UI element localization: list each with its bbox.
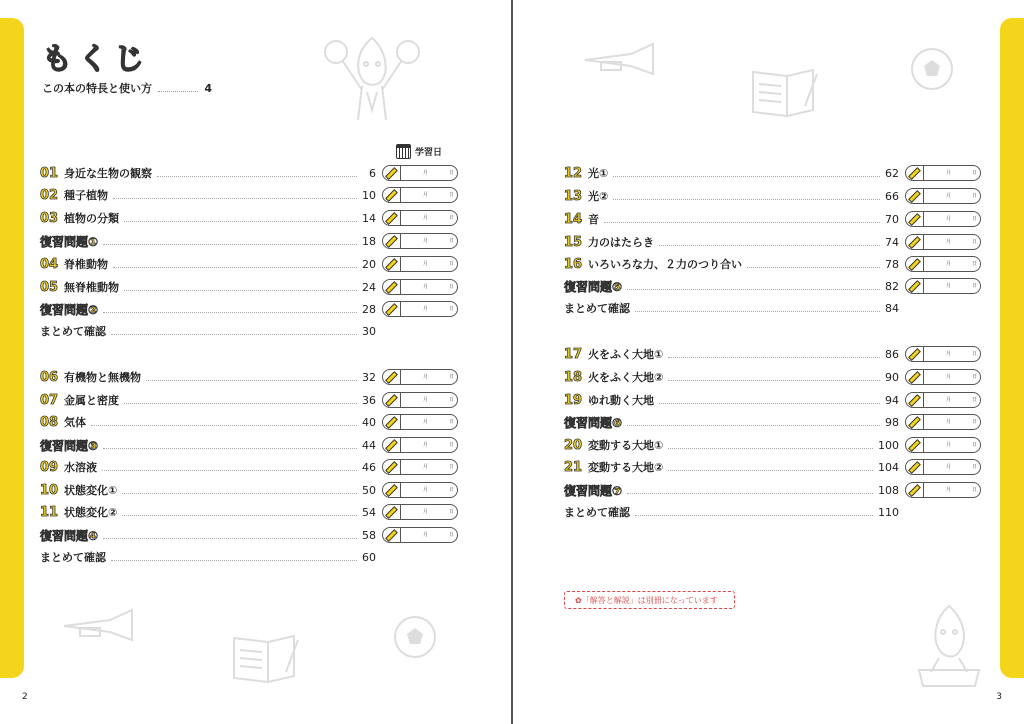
notebook-doodle xyxy=(228,628,308,688)
toc-entry[interactable] xyxy=(564,368,899,386)
study-date-field[interactable] xyxy=(382,459,458,475)
month-label: 月 xyxy=(423,170,429,176)
toc-entry[interactable] xyxy=(564,345,899,363)
leader-dots xyxy=(111,328,357,335)
month-label: 月 xyxy=(423,284,429,290)
month-label: 月 xyxy=(423,532,429,538)
leader-dots xyxy=(113,261,357,268)
toc-entry[interactable] xyxy=(40,526,376,544)
page-ref: 110 xyxy=(878,505,899,519)
leader-dots xyxy=(747,261,880,268)
day-label: 日 xyxy=(972,193,978,199)
page-ref: 18 xyxy=(362,234,376,248)
study-date-field[interactable] xyxy=(382,301,458,317)
leader-dots xyxy=(113,192,357,199)
day-label: 日 xyxy=(449,442,455,448)
lesson-number: 03 xyxy=(40,210,59,226)
study-date-field[interactable] xyxy=(905,414,981,430)
pencil-icon xyxy=(906,370,924,384)
month-label: 月 xyxy=(423,487,429,493)
page-ref: 90 xyxy=(885,370,899,384)
day-label: 日 xyxy=(449,374,455,380)
day-label: 日 xyxy=(449,284,455,290)
page-ref: 14 xyxy=(362,211,376,225)
month-label: 月 xyxy=(946,374,952,380)
month-label: 月 xyxy=(423,215,429,221)
lesson-number: 13 xyxy=(564,188,583,204)
pencil-icon xyxy=(383,528,401,542)
leader-dots xyxy=(111,554,357,561)
lesson-number: 09 xyxy=(40,459,59,475)
soccer-ball-doodle xyxy=(909,46,955,92)
lesson-title: 無脊椎動物 xyxy=(64,281,119,294)
pencil-icon xyxy=(906,347,924,361)
toc-entry[interactable] xyxy=(40,232,376,250)
day-label: 日 xyxy=(972,170,978,176)
lesson-number: 02 xyxy=(40,187,59,203)
study-date-label: 学習日 xyxy=(415,148,443,158)
leader-dots xyxy=(103,532,357,539)
pencil-icon xyxy=(906,483,924,497)
right-page xyxy=(513,0,1024,724)
pencil-icon xyxy=(383,505,401,519)
page-ref: 40 xyxy=(362,415,376,429)
toc-entry[interactable] xyxy=(40,300,376,318)
lesson-title: 気体 xyxy=(64,416,86,429)
page-ref: 46 xyxy=(362,460,376,474)
lesson-title: いろいろな力、２力のつり合い xyxy=(588,258,742,271)
study-date-field[interactable] xyxy=(905,346,981,362)
month-label: 月 xyxy=(423,419,429,425)
review-label: 復習問題⑦ xyxy=(564,483,623,498)
toc-entry[interactable] xyxy=(40,368,376,386)
day-label: 日 xyxy=(449,397,455,403)
study-date-field[interactable] xyxy=(382,482,458,498)
page-ref: 62 xyxy=(885,166,899,180)
leader-dots xyxy=(122,487,357,494)
study-date-field[interactable] xyxy=(905,165,981,181)
lesson-number: 15 xyxy=(564,234,583,250)
month-label: 月 xyxy=(423,238,429,244)
lesson-title: 有機物と無機物 xyxy=(64,371,141,384)
lesson-number: 08 xyxy=(40,414,59,430)
pencil-icon xyxy=(906,166,924,180)
day-label: 日 xyxy=(449,238,455,244)
pencil-icon xyxy=(383,460,401,474)
toc-entry[interactable] xyxy=(40,503,376,521)
study-date-field[interactable] xyxy=(382,527,458,543)
toc-entry[interactable] xyxy=(564,458,899,476)
trumpet-doodle xyxy=(60,606,140,646)
lesson-number: 16 xyxy=(564,256,583,272)
pencil-icon xyxy=(906,189,924,203)
day-label: 日 xyxy=(972,216,978,222)
lesson-number: 04 xyxy=(40,256,59,272)
lesson-title: 状態変化① xyxy=(64,484,118,497)
study-date-field[interactable] xyxy=(905,188,981,204)
lesson-title: 力のはたらき xyxy=(588,236,654,249)
pencil-icon xyxy=(383,370,401,384)
study-date-field[interactable] xyxy=(905,392,981,408)
day-label: 日 xyxy=(972,261,978,267)
leader-dots xyxy=(103,238,357,245)
lesson-number: 17 xyxy=(564,346,583,362)
page-number-left: 2 xyxy=(22,692,28,702)
pencil-icon xyxy=(906,438,924,452)
leader-dots xyxy=(627,283,880,290)
day-label: 日 xyxy=(449,464,455,470)
left-page xyxy=(0,0,511,724)
pencil-icon xyxy=(383,393,401,407)
leader-dots xyxy=(124,284,357,291)
pencil-icon xyxy=(383,188,401,202)
leader-dots xyxy=(668,442,873,449)
lesson-number: 14 xyxy=(564,211,583,227)
toc-entry[interactable] xyxy=(40,481,376,499)
toc-entry[interactable] xyxy=(564,503,899,521)
soccer-ball-doodle xyxy=(392,614,438,660)
day-label: 日 xyxy=(449,192,455,198)
month-label: 月 xyxy=(946,397,952,403)
lesson-title: まとめて確認 xyxy=(564,302,630,315)
pencil-icon xyxy=(383,415,401,429)
study-date-header xyxy=(396,144,442,159)
leader-dots xyxy=(124,397,357,404)
lesson-title: 水溶液 xyxy=(64,461,97,474)
toc-entry[interactable] xyxy=(40,413,376,431)
toc-entry[interactable] xyxy=(564,299,899,317)
pencil-icon xyxy=(906,212,924,226)
pencil-icon xyxy=(906,415,924,429)
day-label: 日 xyxy=(972,239,978,245)
leader-dots xyxy=(103,442,357,449)
toc-entry[interactable] xyxy=(40,322,376,340)
study-date-field[interactable] xyxy=(382,392,458,408)
lesson-number: 21 xyxy=(564,459,583,475)
page-title: もくじ xyxy=(42,42,150,77)
day-label: 日 xyxy=(972,442,978,448)
day-label: 日 xyxy=(972,419,978,425)
lesson-title: まとめて確認 xyxy=(40,325,106,338)
study-date-field[interactable] xyxy=(905,211,981,227)
page-ref: 82 xyxy=(885,279,899,293)
day-label: 日 xyxy=(449,532,455,538)
leader-dots xyxy=(102,464,357,471)
day-label: 日 xyxy=(449,487,455,493)
study-date-field[interactable] xyxy=(905,278,981,294)
day-label: 日 xyxy=(449,419,455,425)
pencil-icon xyxy=(906,235,924,249)
month-label: 月 xyxy=(946,261,952,267)
month-label: 月 xyxy=(946,170,952,176)
leader-dots xyxy=(158,85,198,92)
leader-dots xyxy=(613,193,880,200)
toc-entry[interactable] xyxy=(564,391,899,409)
calendar-icon xyxy=(396,144,411,159)
leader-dots xyxy=(604,216,880,223)
page-ref: 100 xyxy=(878,438,899,452)
month-label: 月 xyxy=(423,397,429,403)
review-label: 復習問題② xyxy=(40,302,99,317)
lesson-title: 金属と密度 xyxy=(64,394,119,407)
character-doodle xyxy=(909,600,989,690)
leader-dots xyxy=(103,306,357,313)
month-label: 月 xyxy=(423,509,429,515)
leader-dots xyxy=(635,305,880,312)
month-label: 月 xyxy=(423,464,429,470)
lesson-title: 光① xyxy=(588,167,609,180)
study-date-field[interactable] xyxy=(382,279,458,295)
leader-dots xyxy=(668,464,873,471)
leader-dots xyxy=(635,509,873,516)
toc-entry[interactable] xyxy=(40,458,376,476)
study-date-field[interactable] xyxy=(382,165,458,181)
study-date-field[interactable] xyxy=(382,504,458,520)
study-date-field[interactable] xyxy=(905,482,981,498)
page-ref: 20 xyxy=(362,257,376,271)
lesson-number: 18 xyxy=(564,369,583,385)
study-date-field[interactable] xyxy=(382,210,458,226)
pencil-icon xyxy=(383,166,401,180)
lesson-title: 変動する大地② xyxy=(588,461,664,474)
leader-dots xyxy=(668,351,880,358)
lesson-number: 19 xyxy=(564,392,583,408)
toc-entry[interactable] xyxy=(564,187,899,205)
study-date-field[interactable] xyxy=(905,369,981,385)
review-label: 復習問題③ xyxy=(40,438,99,453)
toc-entry[interactable] xyxy=(564,255,899,273)
study-date-field[interactable] xyxy=(382,369,458,385)
study-date-field[interactable] xyxy=(905,459,981,475)
pencil-icon xyxy=(383,438,401,452)
lesson-title: 光② xyxy=(588,190,609,203)
day-label: 日 xyxy=(449,509,455,515)
page-ref: 70 xyxy=(885,212,899,226)
page-ref: 36 xyxy=(362,393,376,407)
lesson-title: 脊椎動物 xyxy=(64,258,108,271)
page-ref: 58 xyxy=(362,528,376,542)
page-ref: 98 xyxy=(885,415,899,429)
day-label: 日 xyxy=(972,464,978,470)
leader-dots xyxy=(668,374,880,381)
day-label: 日 xyxy=(449,306,455,312)
page-ref: 24 xyxy=(362,280,376,294)
page-ref: 6 xyxy=(369,166,376,180)
page-ref: 28 xyxy=(362,302,376,316)
page-ref: 74 xyxy=(885,235,899,249)
leader-dots xyxy=(659,397,880,404)
pencil-icon xyxy=(906,460,924,474)
month-label: 月 xyxy=(946,442,952,448)
lesson-title: 変動する大地① xyxy=(588,439,664,452)
toc-entry[interactable] xyxy=(564,233,899,251)
lesson-number: 20 xyxy=(564,437,583,453)
lesson-number: 05 xyxy=(40,279,59,295)
study-date-field[interactable] xyxy=(382,233,458,249)
lesson-number: 10 xyxy=(40,482,59,498)
review-label: 復習問題① xyxy=(40,234,99,249)
toc-entry[interactable] xyxy=(564,210,899,228)
day-label: 日 xyxy=(972,487,978,493)
toc-entry[interactable] xyxy=(40,186,376,204)
toc-entry[interactable] xyxy=(40,436,376,454)
month-label: 月 xyxy=(946,216,952,222)
cheerleader-doodle xyxy=(322,30,422,130)
day-label: 日 xyxy=(449,215,455,221)
right-yellow-bar xyxy=(1000,18,1024,678)
lesson-number: 12 xyxy=(564,165,583,181)
day-label: 日 xyxy=(972,397,978,403)
month-label: 月 xyxy=(946,464,952,470)
month-label: 月 xyxy=(946,193,952,199)
pencil-icon xyxy=(383,257,401,271)
page-ref: 32 xyxy=(362,370,376,384)
lesson-title: まとめて確認 xyxy=(40,551,106,564)
study-date-field[interactable] xyxy=(382,256,458,272)
lesson-title: 火をふく大地① xyxy=(588,348,664,361)
study-date-field[interactable] xyxy=(905,234,981,250)
page-ref: 86 xyxy=(885,347,899,361)
page-ref: 60 xyxy=(362,550,376,564)
page-number-right: 3 xyxy=(996,692,1002,702)
toc-entry[interactable] xyxy=(564,277,899,295)
pencil-icon xyxy=(383,234,401,248)
toc-entry[interactable] xyxy=(564,164,899,182)
page-ref: 54 xyxy=(362,505,376,519)
review-label: 復習問題④ xyxy=(40,528,99,543)
day-label: 日 xyxy=(972,351,978,357)
leader-dots xyxy=(91,419,357,426)
pencil-icon xyxy=(906,257,924,271)
lesson-title: 身近な生物の観察 xyxy=(64,167,152,180)
toc-entry[interactable] xyxy=(564,436,899,454)
leader-dots xyxy=(157,170,357,177)
answer-booklet-note: ✿「解答と解説」は別冊になっています xyxy=(564,591,735,609)
leader-dots xyxy=(627,419,880,426)
day-label: 日 xyxy=(972,374,978,380)
toc-entry[interactable] xyxy=(40,278,376,296)
toc-entry[interactable] xyxy=(40,209,376,227)
toc-entry[interactable] xyxy=(40,391,376,409)
toc-entry[interactable] xyxy=(40,255,376,273)
lesson-number: 11 xyxy=(40,504,59,520)
month-label: 月 xyxy=(946,487,952,493)
notebook-doodle xyxy=(747,62,827,122)
lesson-number: 07 xyxy=(40,392,59,408)
pencil-icon xyxy=(906,393,924,407)
month-label: 月 xyxy=(946,283,952,289)
lesson-number: 01 xyxy=(40,165,59,181)
study-date-field[interactable] xyxy=(382,437,458,453)
lesson-title: 植物の分類 xyxy=(64,212,119,225)
day-label: 日 xyxy=(449,170,455,176)
study-date-field[interactable] xyxy=(905,256,981,272)
left-yellow-bar xyxy=(0,18,24,678)
leader-dots xyxy=(613,170,880,177)
month-label: 月 xyxy=(423,192,429,198)
leader-dots xyxy=(146,374,357,381)
toc-entry[interactable] xyxy=(40,548,376,566)
lesson-number: 06 xyxy=(40,369,59,385)
month-label: 月 xyxy=(946,419,952,425)
month-label: 月 xyxy=(423,261,429,267)
leader-dots xyxy=(124,215,357,222)
toc-entry[interactable] xyxy=(40,164,376,182)
pencil-icon xyxy=(383,280,401,294)
page-ref: 94 xyxy=(885,393,899,407)
page-ref: 30 xyxy=(362,324,376,338)
page-ref: 66 xyxy=(885,189,899,203)
month-label: 月 xyxy=(946,351,952,357)
day-label: 日 xyxy=(449,261,455,267)
toc-entry[interactable] xyxy=(564,481,899,499)
leader-dots xyxy=(659,239,880,246)
page-ref: 104 xyxy=(878,460,899,474)
study-date-field[interactable] xyxy=(382,414,458,430)
page-ref: 44 xyxy=(362,438,376,452)
lesson-title: 音 xyxy=(588,213,599,226)
lesson-title: 火をふく大地② xyxy=(588,371,664,384)
day-label: 日 xyxy=(972,283,978,289)
toc-entry[interactable] xyxy=(564,413,899,431)
trumpet-doodle xyxy=(581,40,661,80)
month-label: 月 xyxy=(423,306,429,312)
pencil-icon xyxy=(383,211,401,225)
page-ref: 84 xyxy=(885,301,899,315)
study-date-field[interactable] xyxy=(905,437,981,453)
intro-entry[interactable] xyxy=(42,80,212,96)
month-label: 月 xyxy=(423,374,429,380)
page-ref: 10 xyxy=(362,188,376,202)
month-label: 月 xyxy=(946,239,952,245)
pencil-icon xyxy=(383,483,401,497)
review-label: 復習問題⑥ xyxy=(564,415,623,430)
intro-label: この本の特長と使い方 xyxy=(42,82,152,95)
review-label: 復習問題⑤ xyxy=(564,279,623,294)
leader-dots xyxy=(627,487,873,494)
leader-dots xyxy=(122,509,357,516)
lesson-title: まとめて確認 xyxy=(564,506,630,519)
lesson-title: 種子植物 xyxy=(64,189,108,202)
intro-page: 4 xyxy=(204,81,212,95)
month-label: 月 xyxy=(423,442,429,448)
study-date-field[interactable] xyxy=(382,187,458,203)
page-ref: 108 xyxy=(878,483,899,497)
lesson-title: ゆれ動く大地 xyxy=(588,394,654,407)
lesson-title: 状態変化② xyxy=(64,506,118,519)
page-ref: 78 xyxy=(885,257,899,271)
page-ref: 50 xyxy=(362,483,376,497)
pencil-icon xyxy=(906,279,924,293)
pencil-icon xyxy=(383,302,401,316)
